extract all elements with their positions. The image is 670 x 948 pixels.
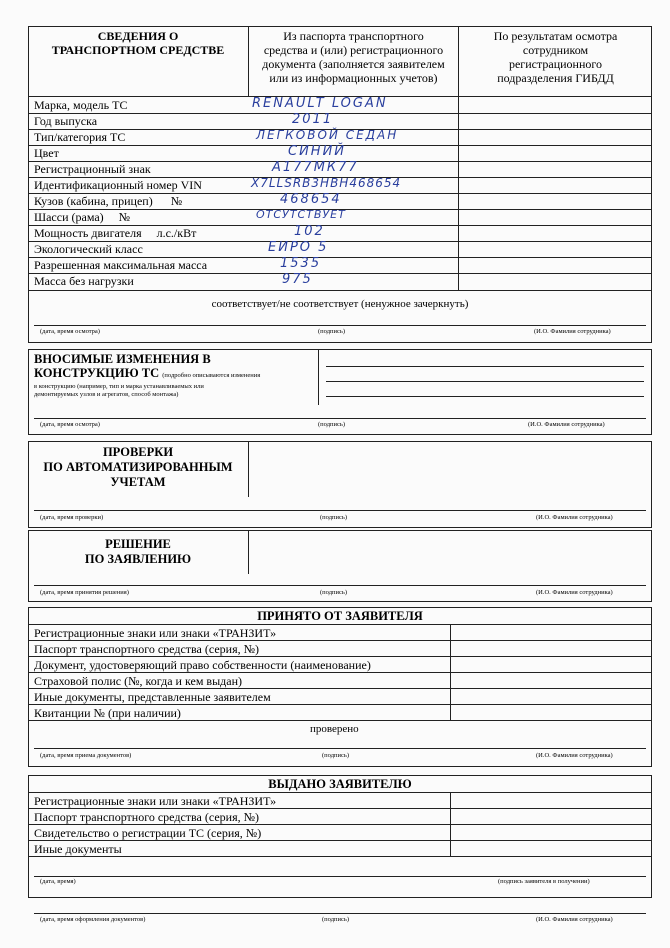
vehicle-info-title: СВЕДЕНИЯ О ТРАНСПОРТНОМ СРЕДСТВЕ [51, 29, 225, 57]
row-label-type: Тип/категория ТС [34, 130, 126, 144]
caption-modification-sign: (подпись) [318, 421, 345, 428]
modification-line-2[interactable] [326, 381, 644, 382]
issued-row-plates: Регистрационные знаки или знаки «ТРАНЗИТ» [34, 794, 277, 808]
row-label-plate: Регистрационный знак [34, 162, 151, 176]
row-label-make-model: Марка, модель ТС [34, 98, 128, 112]
inspection-column-header: По результатам осмотра сотрудником регистрационного подразделения ГИБДД [493, 29, 618, 85]
passport-column-header: Из паспорта транспортного средства и (или) регистрационного документа (заполняется заявителем или из информационных учетов) [262, 29, 445, 85]
issued-row-passport: Паспорт транспортного средства (серия, №) [34, 810, 260, 824]
caption-doc-date: (дата, время оформления документов) [40, 916, 146, 923]
modifications-title: ВНОСИМЫЕ ИЗМЕНЕНИЯ В КОНСТРУКЦИЮ ТС (подробно описываются изменения [34, 352, 261, 380]
automated-checks-title: ПРОВЕРКИ ПО АВТОМАТИЗИРОВАННЫМ УЧЕТАМ [43, 445, 233, 489]
caption-doc-sign: (подпись) [322, 916, 349, 923]
value-plate[interactable]: А177МК77 [272, 160, 359, 175]
row-label-power: Мощность двигателя л.с./кВт [34, 226, 197, 240]
caption-signature: (подпись) [318, 328, 345, 335]
caption-accept-date: (дата, время приема документов) [40, 752, 132, 759]
caption-accept-sign: (подпись) [322, 752, 349, 759]
accepted-row-plates: Регистрационные знаки или знаки «ТРАНЗИТ» [34, 626, 277, 640]
value-color[interactable]: СИНИЙ [288, 144, 347, 159]
value-eco-class[interactable]: ЕИРО 5 [268, 240, 329, 255]
decision-title: РЕШЕНИЕ ПО ЗАЯВЛЕНИЮ [84, 537, 192, 566]
value-type[interactable]: ЛЕГКОВОЙ СЕДАН [256, 128, 399, 142]
caption-decision-date: (дата, время принятия решения) [40, 589, 129, 596]
accepted-row-ownership: Документ, удостоверяющий право собственности (наименование) [34, 658, 371, 672]
caption-decision-name: (И.О. Фамилия сотрудника) [536, 589, 613, 596]
caption-accept-name: (И.О. Фамилия сотрудника) [536, 752, 613, 759]
modifications-note: (подробно описываются изменения [162, 372, 261, 379]
row-label-vin: Идентификационный номер VIN [34, 178, 202, 192]
value-make-model[interactable]: RENAULT LOGAN [252, 96, 388, 111]
issued-row-other: Иные документы [34, 842, 122, 856]
row-label-year: Год выпуска [34, 114, 98, 128]
row-label-curb-mass: Масса без нагрузки [34, 274, 134, 288]
row-label-color: Цвет [34, 146, 59, 160]
caption-modification-date: (дата, время осмотра) [40, 421, 100, 428]
caption-check-name: (И.О. Фамилия сотрудника) [536, 514, 613, 521]
issued-row-certificate: Свидетельство о регистрации ТС (серия, №) [34, 826, 262, 840]
value-year[interactable]: 2011 [292, 112, 334, 127]
caption-doc-name: (И.О. Фамилия сотрудника) [536, 916, 613, 923]
accepted-row-other: Иные документы, представленные заявителем [34, 690, 271, 704]
caption-check-sign: (подпись) [320, 514, 347, 521]
accepted-row-receipts: Квитанции № (при наличии) [34, 706, 181, 720]
row-label-chassis: Шасси (рама) № [34, 210, 131, 224]
accepted-row-insurance: Страховой полис (№, когда и кем выдан) [34, 674, 242, 688]
row-label-max-mass: Разрешенная максимальная масса [34, 258, 208, 272]
modification-line-1[interactable] [326, 366, 644, 367]
value-chassis[interactable]: ОТСУТСТВУЕТ [256, 208, 346, 221]
caption-issue-date: (дата, время) [40, 878, 76, 885]
caption-inspection-date: (дата, время осмотра) [40, 328, 100, 335]
modifications-note-details: в конструкцию (например, тип и марка устанавливаемых или демонтируемых узлов и агрегатов, способ монтажа) [34, 383, 204, 398]
value-power[interactable]: 102 [294, 224, 325, 239]
row-label-body: Кузов (кабина, прицеп) № [34, 194, 183, 208]
row-label-eco-class: Экологический класс [34, 242, 143, 256]
value-max-mass[interactable]: 1535 [280, 256, 322, 271]
accepted-title: ПРИНЯТО ОТ ЗАЯВИТЕЛЯ [257, 609, 423, 623]
value-body[interactable]: 468654 [280, 192, 342, 207]
modification-line-3[interactable] [326, 396, 644, 397]
caption-modification-name: (И.О. Фамилия сотрудника) [528, 421, 605, 428]
value-vin[interactable]: X7LLSRB3HBH468654 [251, 176, 402, 190]
accepted-row-passport: Паспорт транспортного средства (серия, №) [34, 642, 260, 656]
checked-label: проверено [310, 723, 359, 735]
value-curb-mass[interactable]: 975 [282, 272, 313, 287]
caption-applicant-sign: (подпись заявителя в получении) [498, 878, 590, 885]
caption-officer-name: (И.О. Фамилия сотрудника) [534, 328, 611, 335]
caption-decision-sign: (подпись) [320, 589, 347, 596]
caption-check-date: (дата, время проверки) [40, 514, 104, 521]
issued-title: ВЫДАНО ЗАЯВИТЕЛЮ [268, 777, 412, 791]
conformity-note: соответствует/не соответствует (ненужное зачеркнуть) [211, 298, 469, 310]
